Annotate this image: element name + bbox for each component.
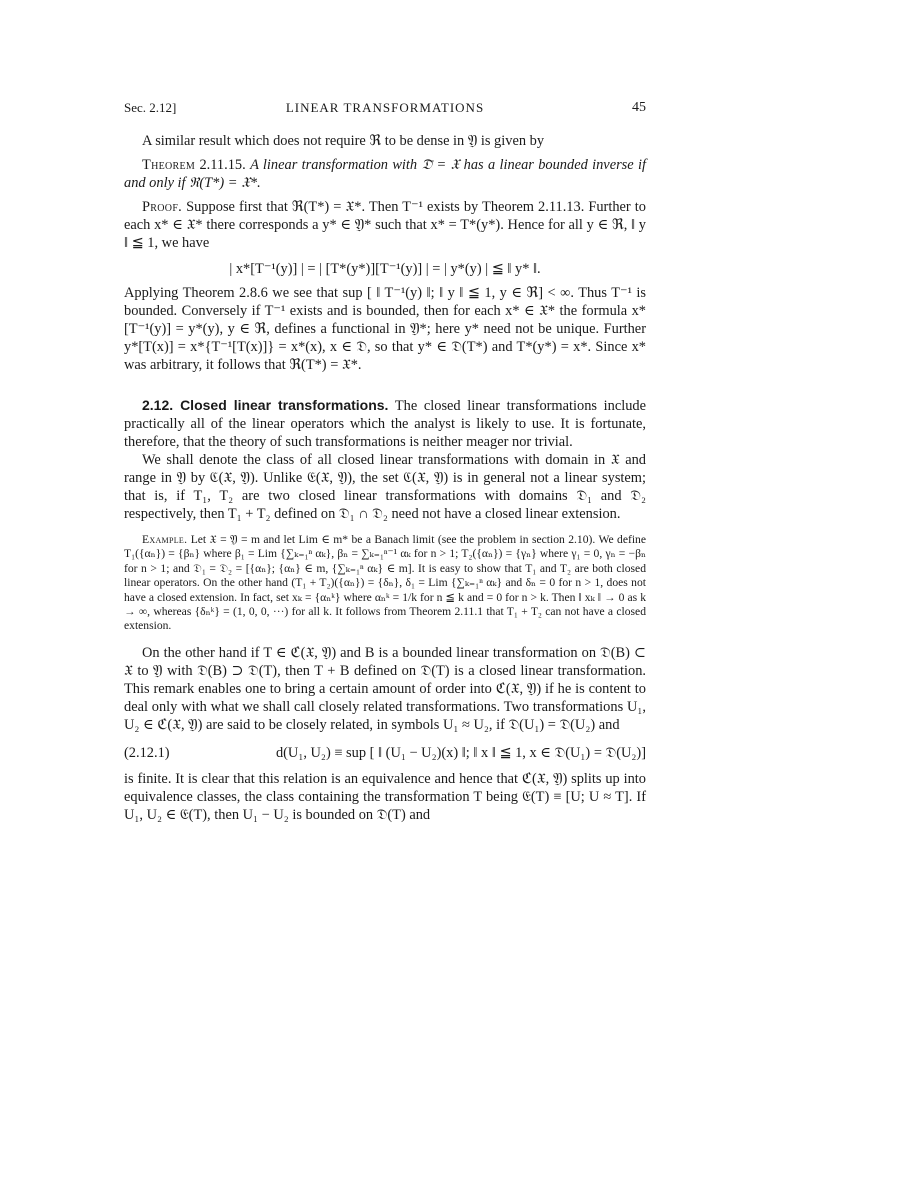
section-heading: 2.12. Closed linear transformations.: [142, 397, 389, 413]
final-paragraph: is finite. It is clear that this relation is an equivalence and hence that ℭ(𝔛, 𝔜) splits up into equivalence classes, the class containing the transformation T being 𝔈(T) ≡ [U; U ≈ T]. If U₁, U₂ ∈ 𝔈(T), then U₁ − U₂ is bounded on 𝔇(T) and: [124, 770, 646, 823]
running-header: [124, 100, 646, 118]
equation-label: (2.12.1): [124, 744, 170, 761]
page-body: [124, 132, 646, 824]
closed-class-paragraph: We shall denote the class of all closed linear transformations with domain in 𝔛 and range in 𝔜 by ℭ(𝔛, 𝔜). Unlike 𝔈(𝔛, 𝔜), the set ℭ(𝔛, 𝔜) is in general not a linear system; that is, if T₁, T₂ are two closed linear transformations with domains 𝔇₁ and 𝔇₂ respectively, then T₁ + T₂ defined on 𝔇₁ ∩ 𝔇₂ need not have a closed linear extension.: [124, 452, 646, 522]
intro-paragraph: A similar result which does not require ℜ to be dense in 𝔜 is given by: [142, 133, 545, 149]
proof-continuation: Applying Theorem 2.8.6 we see that sup [ ‖ T⁻¹(y) ‖; ‖ y ‖ ≦ 1, y ∈ ℜ] < ∞. Thus T⁻¹ is bounded. Conversely if T⁻¹ exists and is bounded, then for each x* ∈ 𝔛* the formula x*[T⁻¹(y)] = y*(y), y ∈ ℜ, defines a functional in 𝔜*; here y* need not be unique. Further y*[T(x)] = x*{T⁻¹[T(x)]} = x*(x), x ∈ 𝔇, so that y* ∈ 𝔇(T*) and T*(y*) = x*. Since x* was arbitrary, it follows that ℜ(T*) = 𝔛*.: [124, 285, 646, 373]
theorem-number: 2.11.15.: [199, 157, 246, 173]
proof-label: Proof.: [142, 199, 183, 215]
section-intro-text: The closed linear transformations include practically all of the linear operators which the analyst is likely to use. It is fortunate, therefore, that the theory of such transformations is neither meager nor trivial.: [124, 398, 647, 450]
numbered-equation: [124, 744, 646, 762]
theorem-paragraph: [124, 156, 646, 192]
section-reference: Sec. 2.12]: [124, 100, 177, 115]
proof-text: Suppose first that ℜ(T*) = 𝔛*. Then T⁻¹ exists by Theorem 2.11.13. Further to each x* ∈ 𝔛* there corresponds a y* ∈ 𝔜* such that x* = T*(y*). Hence for all y ∈ ℜ, ‖ y ‖ ≦ 1, we have: [124, 199, 646, 251]
example-text: Let 𝔛 = 𝔜 = m and let Lim ∈ m* be a Banach limit (see the problem in section 2.10). We define T₁({αₙ}) = {βₙ} where β₁ = Lim {∑ₖ₌₁ⁿ αₖ}, βₙ = ∑ₖ₌₁ⁿ⁻¹ αₖ for n > 1; T₂({αₙ}) = {γₙ} where γ₁ = 0, γₙ = −βₙ for n > 1; and 𝔇₁ = 𝔇₂ = [{αₙ}; {αₙ} ∈ m, {∑ₖ₌₁ⁿ αₖ} ∈ m]. It is easy to show that T₁ and T₂ are both closed linear operators. On the other hand (T₁ + T₂)({αₙ}) = {δₙ}, δ₁ = Lim {∑ₖ₌₁ⁿ αₖ} and δₙ = 0 for n > 1, does not have a closed extension. In fact, set xₖ = {αₙᵏ} where αₙᵏ = 1/k for n ≦ k and = 0 for n > k. Then ‖ xₖ ‖ → 0 as k → ∞, whereas {δₙᵏ} = (1, 0, 0, ···) for all k. It follows from Theorem 2.11.1 that T₁ + T₂ can not have a closed extension.: [124, 533, 646, 633]
closely-related-paragraph: On the other hand if T ∈ ℭ(𝔛, 𝔜) and B is a bounded linear transformation on 𝔇(B) ⊂ 𝔛 to 𝔜 with 𝔇(B) ⊃ 𝔇(T), then T + B defined on 𝔇(T) is a closed linear transformation. This remark enables one to bring a certain amount of order into ℭ(𝔛, 𝔜) if he is content to deal only with what we shall call closely related transformations. Two transformations U₁, U₂ ∈ ℭ(𝔛, 𝔜) are said to be closely related, in symbols U₁ ≈ U₂, if 𝔇(U₁) = 𝔇(U₂) and: [124, 644, 646, 733]
theorem-statement: A linear transformation with 𝔇̄ = 𝔛 has a linear bounded inverse if and only if ℜ(T*) = 𝔛*.: [124, 157, 646, 191]
page-number: 45: [632, 100, 646, 115]
example-label: Example.: [142, 533, 188, 546]
display-equation: | x*[T⁻¹(y)] | = | [T*(y*)][T⁻¹(y)] | = | y*(y) | ≦ ‖ y* ‖.: [229, 261, 541, 277]
chapter-title: LINEAR TRANSFORMATIONS: [285, 100, 485, 115]
example-paragraph: [124, 533, 646, 634]
theorem-label: Theorem: [142, 157, 196, 173]
section-intro-paragraph: [124, 396, 646, 451]
equation-text: d(U₁, U₂) ≡ sup [ ‖ (U₁ − U₂)(x) ‖; ‖ x ‖ ≦ 1, x ∈ 𝔇(U₁) = 𝔇(U₂)]: [275, 744, 646, 761]
proof-paragraph: [124, 198, 646, 252]
